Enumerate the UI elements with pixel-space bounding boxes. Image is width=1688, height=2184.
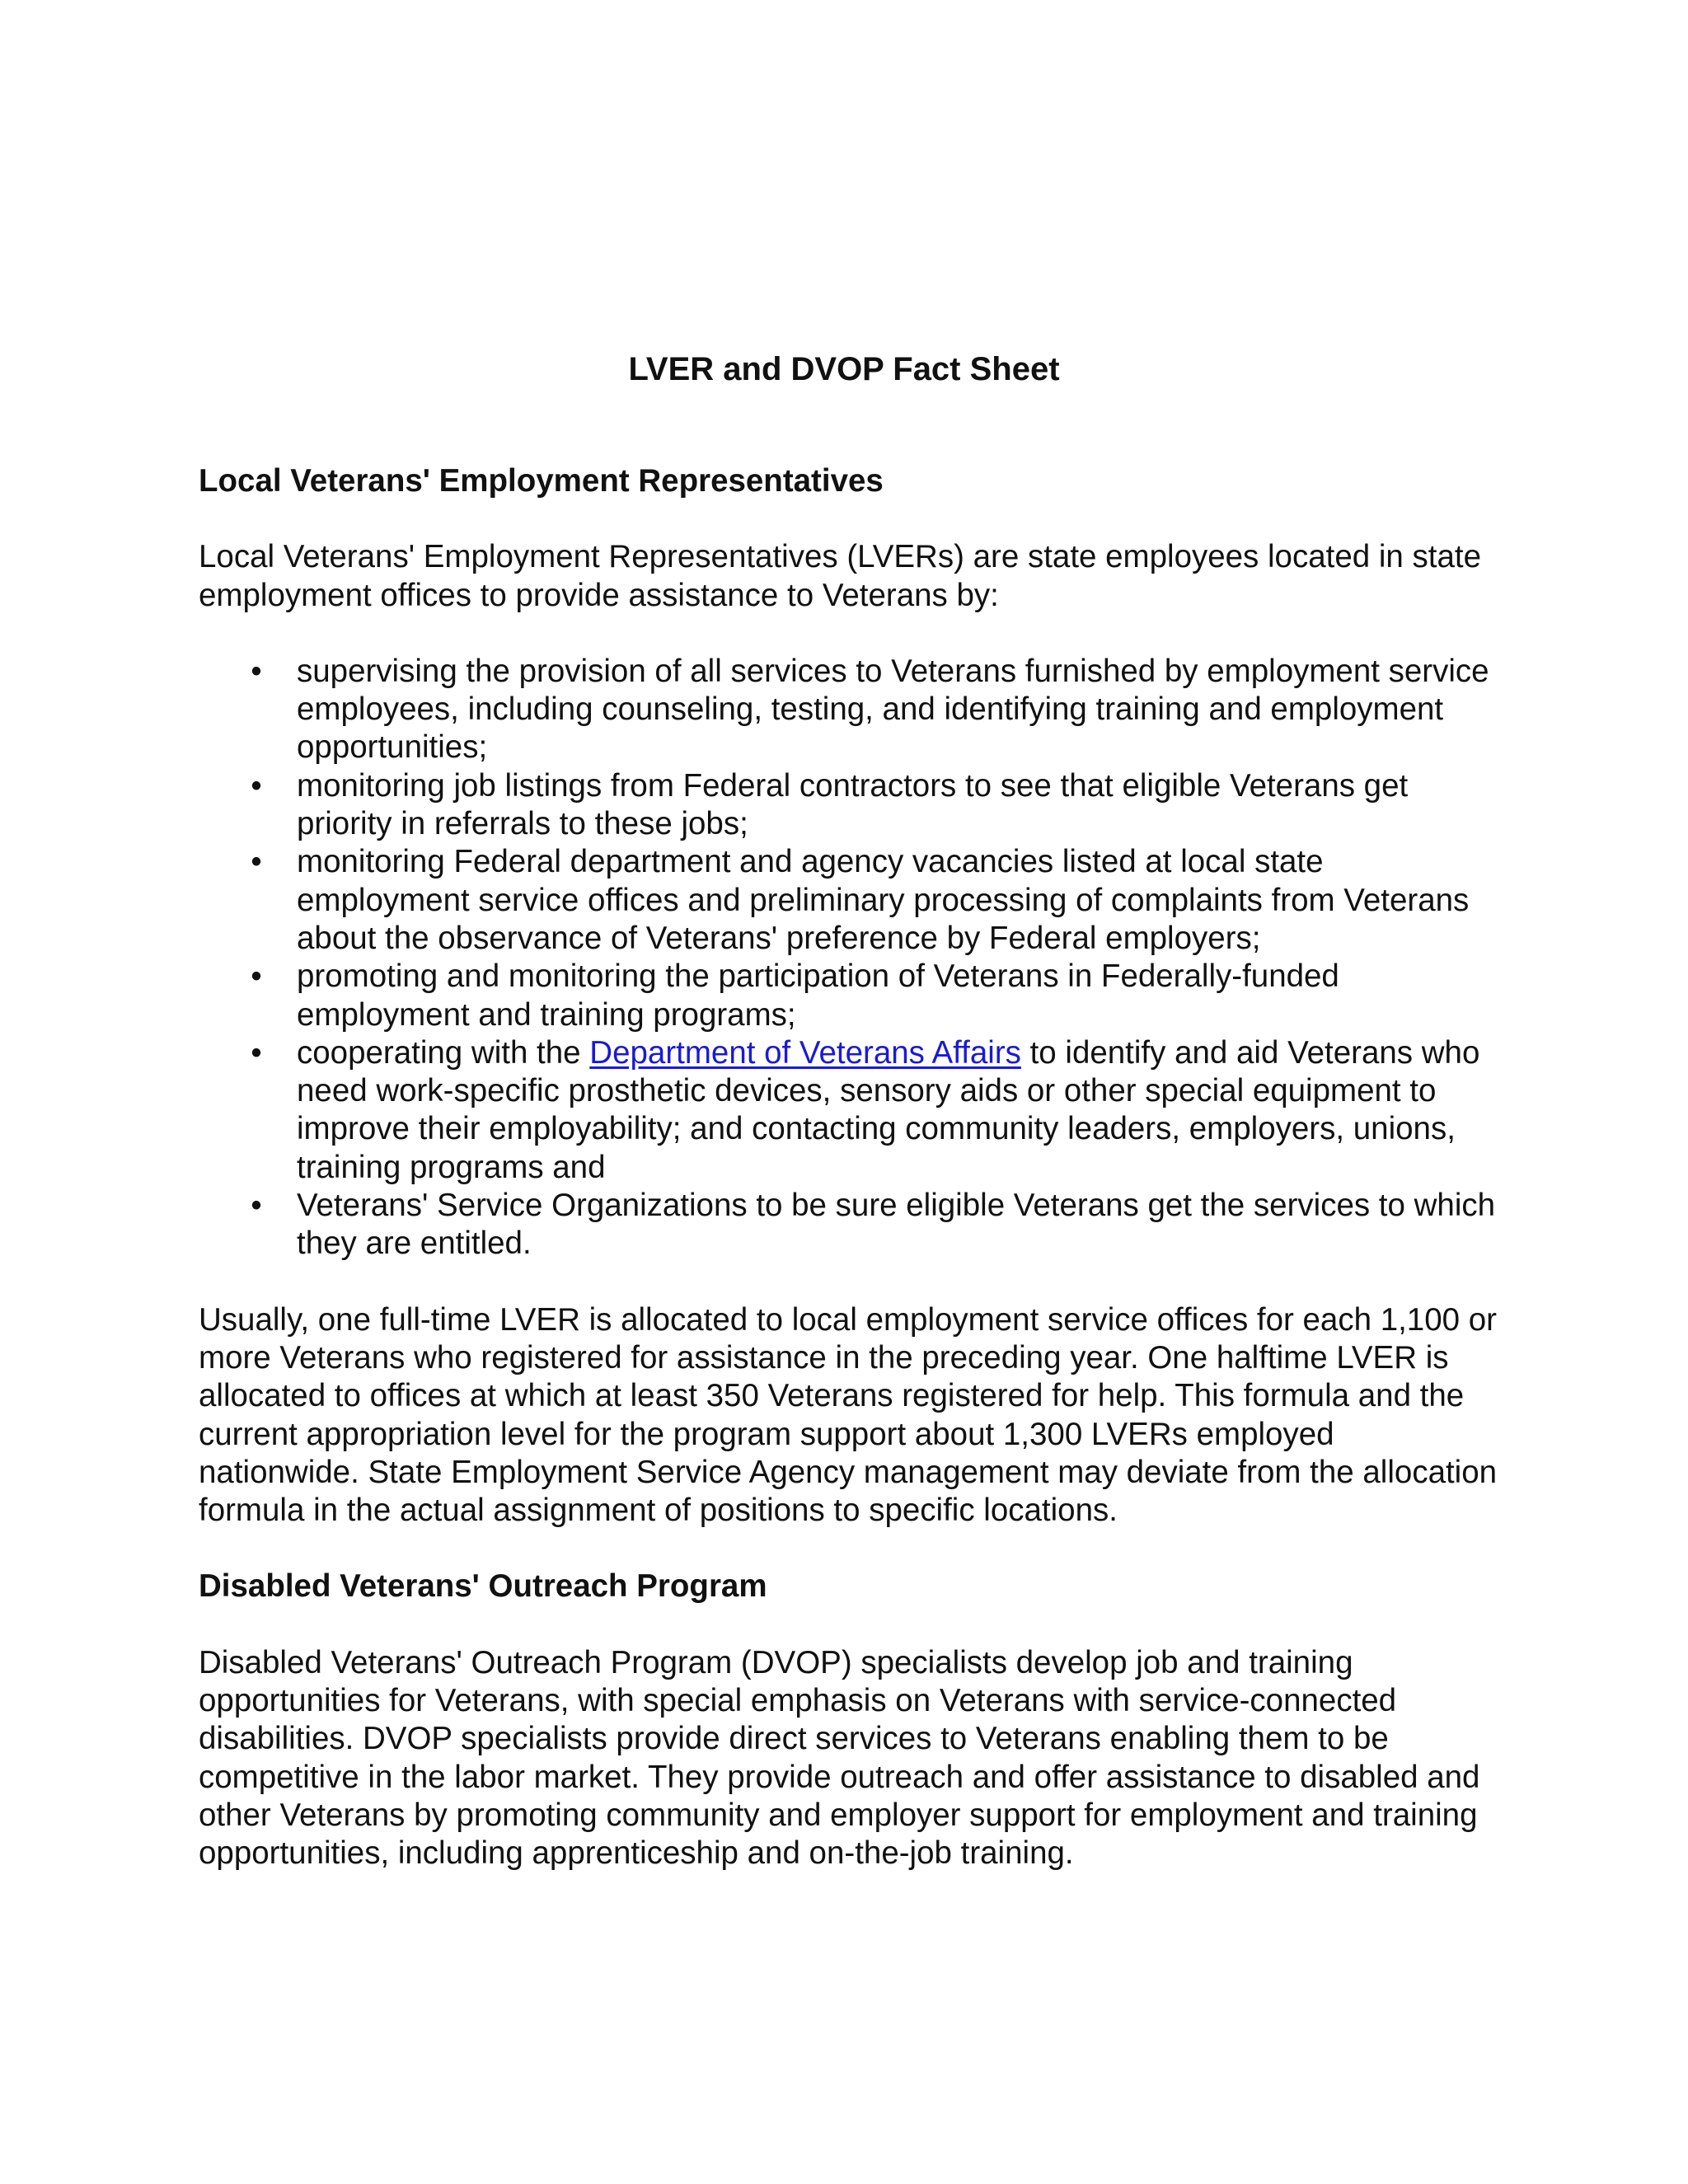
bullet-icon: • (251, 1034, 262, 1071)
lver-intro-paragraph: Local Veterans' Employment Representatives (LVERs) are state employees located in state employment offices to provide assistance to Veterans by: (199, 539, 1481, 613)
list-item (199, 767, 1501, 844)
list-item-text: Veterans' Service Organizations to be sure eligible Veterans get the services to which they are entitled. (297, 1188, 1496, 1262)
list-item-text-before-link: cooperating with the (297, 1034, 590, 1071)
list-item-text-after-link: to identify and aid Veterans who need work-specific prosthetic devices, sensory aids or other special equipment to improve their employability; and contacting community leaders, employers, unions, training programs and (297, 1034, 1480, 1185)
bullet-icon: • (251, 653, 262, 689)
list-item-text: monitoring job listings from Federal contractors to see that eligible Veterans get priority in referrals to these jobs; (297, 767, 1409, 842)
dvop-paragraph: Disabled Veterans' Outreach Program (DVOP) specialists develop job and training opportunities for Veterans, with special emphasis on Veterans with service-connected disabilities. DVOP specialists provide direct services to Veterans enabling them to be competitive in the labor market. They provide outreach and offer assistance to disabled and other Veterans by promoting community and employer support for employment and training opportunities, including apprenticeship and on-the-job training. (199, 1644, 1480, 1872)
list-item-text: supervising the provision of all services to Veterans furnished by employment service employees, including counseling, testing, and identifying training and employment opportunities; (297, 653, 1489, 766)
list-item (199, 843, 1501, 958)
bullet-icon: • (251, 958, 262, 995)
section-heading-lver: Local Veterans' Employment Representatives (199, 463, 884, 499)
list-item-text: monitoring Federal department and agency vacancies listed at local state employment service offices and preliminary processing of complaints from Veterans about the observance of Veterans' preference by Federal employers; (297, 844, 1470, 956)
lver-allocation-paragraph: Usually, one full-time LVER is allocated to local employment service offices for each 1,100 or more Veterans who registered for assistance in the preceding year. One halftime LVER is allocated to offices at which at least 350 Veterans registered for help. This formula and the current appropriation level for the program support about 1,300 LVERs employed nationwide. State Employment Service Agency management may deviate from the allocation formula in the actual assignment of positions to specific locations. (199, 1301, 1498, 1529)
section-heading-dvop: Disabled Veterans' Outreach Program (199, 1568, 767, 1605)
department-of-veterans-affairs-link[interactable]: Department of Veterans Affairs (589, 1034, 1021, 1071)
list-item (199, 1187, 1501, 1263)
list-item-text (297, 1035, 1479, 1185)
list-item (199, 958, 1501, 1034)
list-item (199, 653, 1501, 767)
list-item-text: promoting and monitoring the participation of Veterans in Federally-funded employment and training programs; (297, 958, 1339, 1033)
list-item (199, 1034, 1501, 1187)
bullet-icon: • (251, 767, 262, 804)
page-title: LVER and DVOP Fact Sheet (628, 351, 1060, 387)
lver-duties-list (199, 653, 1501, 1263)
document-body (199, 462, 1501, 1911)
bullet-icon: • (251, 844, 262, 880)
bullet-icon: • (251, 1188, 262, 1224)
